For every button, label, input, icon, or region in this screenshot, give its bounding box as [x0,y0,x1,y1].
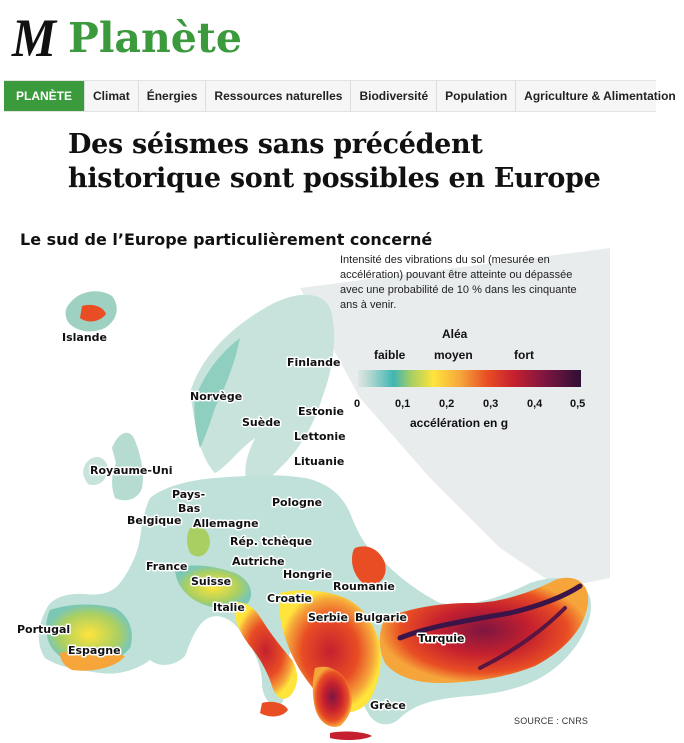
headline-line-1: Des séismes sans précédent [68,129,483,160]
article-headline [68,128,628,196]
section-title[interactable]: Planète [68,13,242,62]
sicily-landmass [260,702,288,717]
label-bulgarie: Bulgarie [355,611,407,624]
map-title: Le sud de l’Europe particulièrement concerné [20,230,433,249]
label-portugal: Portugal [17,623,71,636]
crete-landmass [330,732,372,740]
nav-item-agriculture-alimentation[interactable]: Agriculture & Alimentation [524,89,676,103]
label-finlande: Finlande [287,356,341,369]
source-credit: SOURCE : CNRS [514,716,589,726]
label-turquie: Turquie [418,632,465,645]
nav-item-ressources-naturelles[interactable]: Ressources naturelles [206,81,351,111]
label-autriche: Autriche [232,555,285,568]
legend-tick: 0,1 [395,398,411,410]
headline-line-2: historique sont possibles en Europe [68,163,601,194]
label-grece: Grèce [370,699,406,712]
legend-tick: 0,3 [483,398,499,410]
le-monde-logo[interactable]: M [11,8,55,68]
legend-title: Aléa [442,327,468,341]
legend-level-mid: moyen [434,348,473,362]
label-lettonie: Lettonie [294,430,346,443]
label-roumanie: Roumanie [333,580,395,593]
label-suede: Suède [242,416,281,429]
label-italie: Italie [213,601,245,614]
legend-tick: 0,4 [527,398,543,410]
label-norvege: Norvège [190,390,243,403]
label-estonie: Estonie [298,405,344,418]
nav-item-climat[interactable]: Climat [85,81,139,111]
label-royaume-uni: Royaume-Uni [90,464,173,477]
nav-item-planete[interactable]: PLANÈTE [4,81,85,111]
label-croatie: Croatie [267,592,312,605]
legend-tick: 0,5 [570,398,586,410]
nav-item-population[interactable]: Population [437,81,516,111]
label-rep-tcheque: Rép. tchèque [230,535,313,548]
nav-item-biodiversite[interactable]: Biodiversité [351,81,437,111]
legend-ticks [350,398,590,412]
label-pays-bas-2: Bas [178,502,201,515]
label-suisse: Suisse [191,575,232,588]
legend-level-high: fort [514,348,534,362]
legend-description: Intensité des vibrations du sol (mesurée en accélération) pouvant être atteinte ou dépassée avec une probabilité de 10 % dans les cinquante ans à venir. [340,254,577,311]
section-nav [4,80,676,112]
label-espagne: Espagne [68,644,121,657]
legend-level-low: faible [374,348,406,362]
legend-tick: 0 [354,398,361,410]
label-lituanie: Lituanie [294,455,345,468]
label-serbie: Serbie [308,611,348,624]
legend-tick: 0,2 [439,398,455,410]
nav-item-energies[interactable]: Énergies [139,81,207,111]
label-allemagne: Allemagne [193,517,259,530]
label-belgique: Belgique [127,514,182,527]
label-islande: Islande [62,331,107,344]
label-hongrie: Hongrie [283,568,333,581]
legend-color-scale [358,370,581,387]
seismic-hazard-map [0,248,660,743]
legend-unit: accélération en g [410,416,509,430]
label-pologne: Pologne [272,496,323,509]
label-pays-bas-1: Pays- [172,488,206,501]
label-france: France [146,560,188,573]
masthead [10,10,242,66]
